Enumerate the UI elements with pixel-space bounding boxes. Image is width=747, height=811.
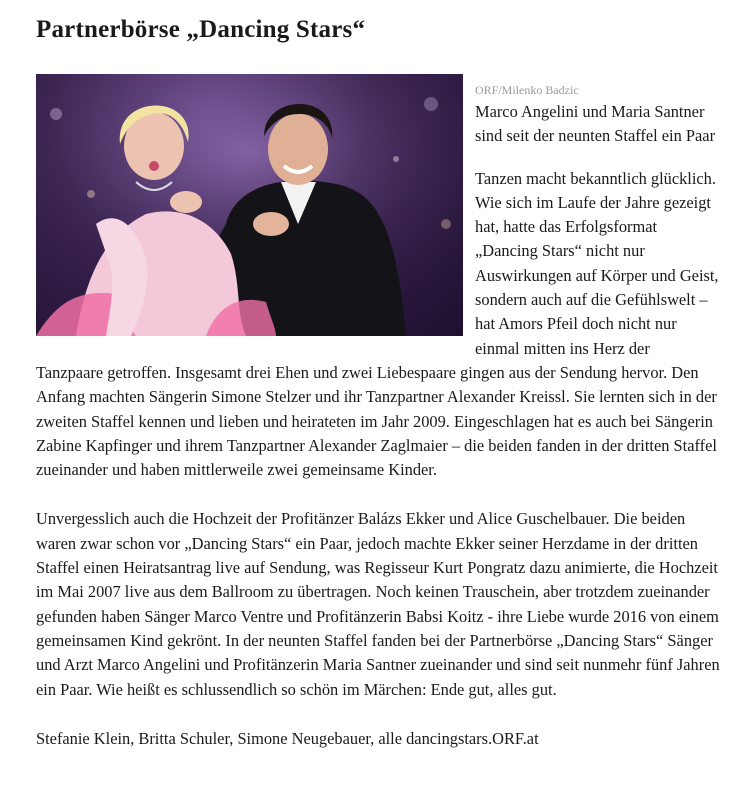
photo-caption: Marco Angelini und Maria Santner sind seit der neunten Staffel ein Paar	[475, 102, 716, 146]
photo-credit: ORF/Milenko Badzic	[475, 83, 579, 97]
article-byline: Stefanie Klein, Britta Schuler, Simone Neugebauer, alle dancingstars.ORF.at	[36, 728, 539, 748]
photo-illustration	[36, 74, 463, 336]
article-title: Partnerbörse „Dancing Stars“	[36, 16, 366, 43]
article-body	[36, 74, 720, 751]
article-paragraph-1: Tanzen macht bekanntlich glücklich. Wie sich im Laufe der Jahre gezeigt hat, hatte das Erfolgsformat „Dancing Stars“ nicht nur Auswirkungen auf Körper und Geist, sondern auch auf die Gefühlswelt – hat Amors Pfeil doch nicht nur einmal mitten ins Herz der Tanzpaare getroffen. Insgesamt drei Ehen und zwei Liebespaare gingen aus der Sendung hervor. Den Anfang machten Sängerin Simone Stelzer und ihr Tanzpartner Alexander Kreissl. Sie lernten sich in der zweiten Staffel kennen und lieben und heirateten im Jahr 2009. Eingeschlagen hat es auch bei Sängerin Zabine Kapfinger und ihrem Tanzpartner Alexander Zaglmaier – die beiden fanden in der dritten Staffel zueinander und haben mittlerweile zwei gemeinsame Kinder.	[36, 168, 719, 480]
article-paragraph-2: Unvergesslich auch die Hochzeit der Profitänzer Balázs Ekker und Alice Guschelbauer. Die beiden waren zwar schon vor „Dancing Stars“ ein Paar, jedoch machte Ekker seiner Herzdame in der dritten Staffel einen Heiratsantrag live auf Sendung, was Regisseur Kurt Pongratz dazu animierte, die Hochzeit im Mai 2007 live aus dem Ballroom zu übertragen. Noch keinen Trauschein, aber trotzdem zueinander gefunden haben Sänger Marco Ventre und Profitänzerin Babsi Koitz - ihre Liebe wurde 2016 von einem gemeinsamen Kind gekrönt. In der neunten Staffel fanden bei der Partnerbörse „Dancing Stars“ Sänger und Arzt Marco Angelini und Profitänzerin Maria Santner zueinander und sind seit nunmehr fünf Jahren ein Paar. Wie heißt es schlussendlich so schön im Märchen: Ende gut, alles gut.	[36, 509, 720, 699]
dancing-couple-photo	[36, 74, 463, 336]
